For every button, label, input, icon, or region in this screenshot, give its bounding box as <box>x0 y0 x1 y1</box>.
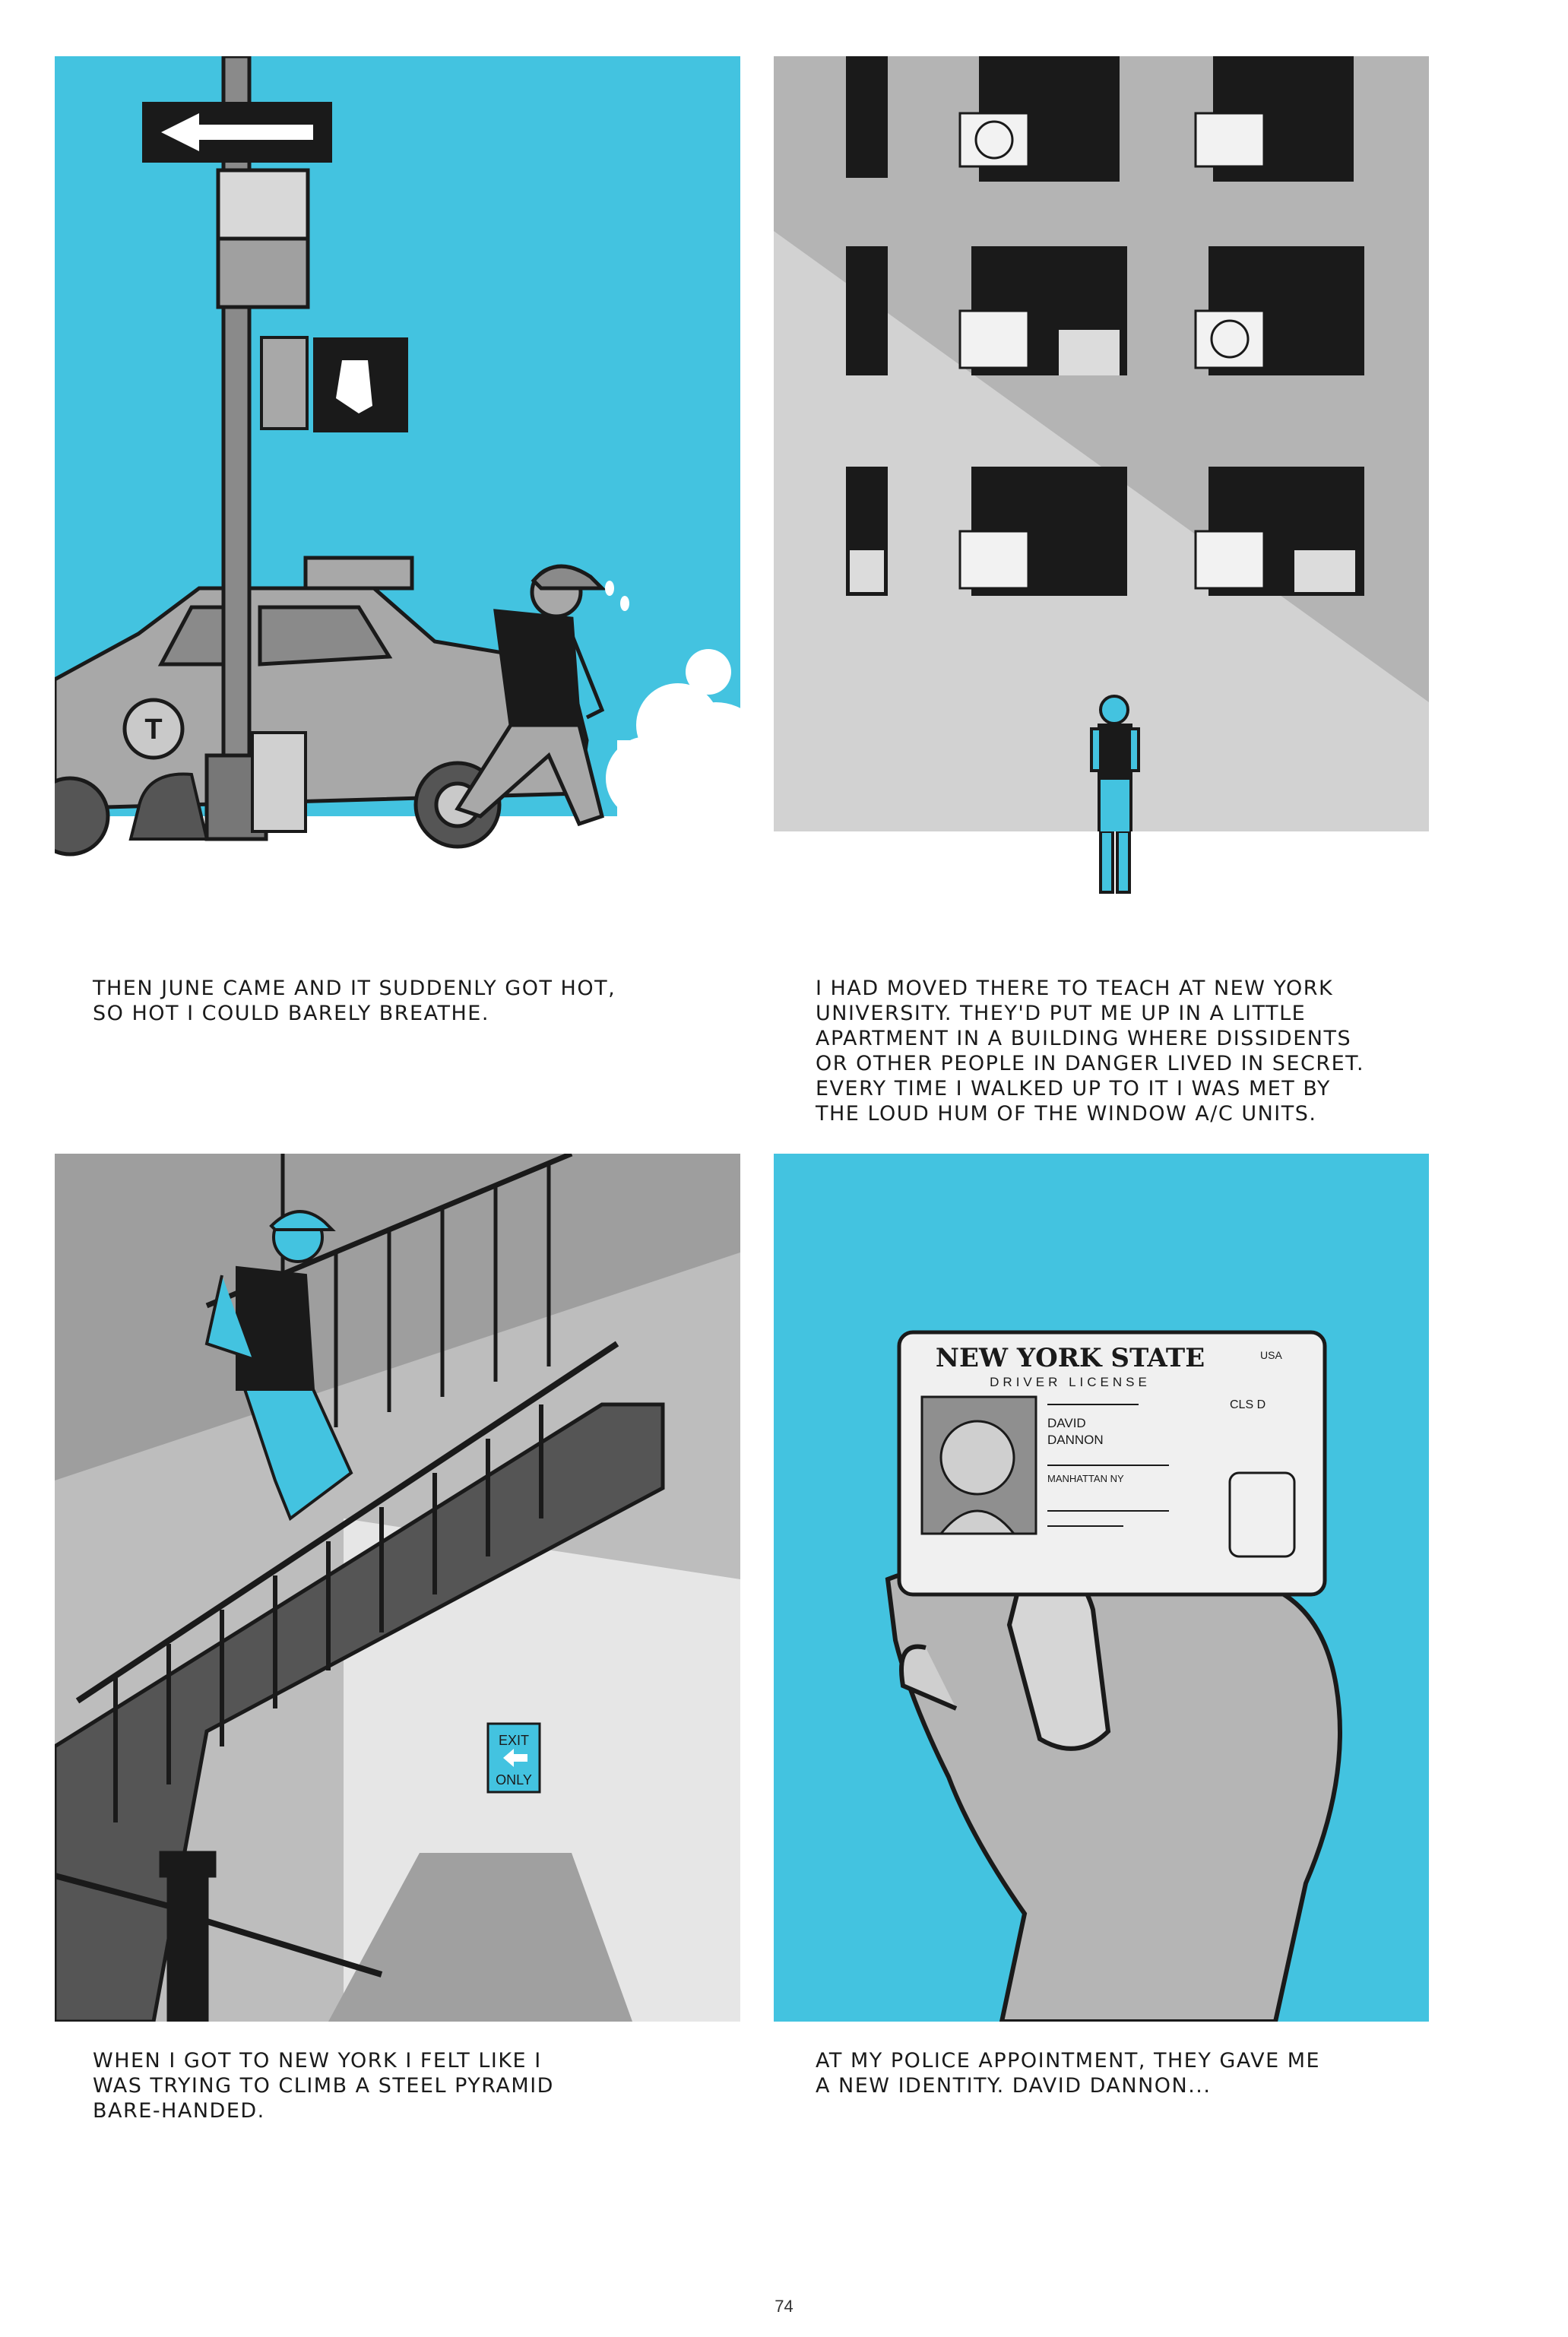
panel-license <box>774 1154 1429 2022</box>
panel-building <box>774 56 1429 831</box>
taxi-logo: T <box>144 714 163 746</box>
caption-line: THEN JUNE CAME AND IT SUDDENLY GOT HOT, <box>93 977 616 1000</box>
caption-line: A NEW IDENTITY. DAVID DANNON... <box>816 2074 1212 2098</box>
caption-line: THE LOUD HUM OF THE WINDOW A/C UNITS. <box>816 1102 1317 1126</box>
license-first-name: DAVID <box>1047 1416 1086 1430</box>
caption-line: AT MY POLICE APPOINTMENT, THEY GAVE ME <box>816 2049 1321 2073</box>
caption-street <box>93 976 616 1026</box>
license-type: DRIVER LICENSE <box>990 1375 1151 1389</box>
caption-building <box>816 976 1364 1126</box>
one-way-sign <box>142 102 332 163</box>
caption-line: WAS TRYING TO CLIMB A STEEL PYRAMID <box>93 2074 554 2098</box>
license-class: CLS D <box>1230 1398 1266 1411</box>
caption-line: WHEN I GOT TO NEW YORK I FELT LIKE I <box>93 2049 542 2073</box>
caption-line: BARE-HANDED. <box>93 2099 265 2123</box>
caption-license <box>816 2048 1320 2098</box>
license-city: MANHATTAN NY <box>1047 1473 1124 1484</box>
panel-stairwell <box>55 1154 740 2022</box>
license-country: USA <box>1260 1349 1282 1361</box>
caption-line: APARTMENT IN A BUILDING WHERE DISSIDENTS <box>816 1027 1352 1050</box>
caption-line: EVERY TIME I WALKED UP TO IT I WAS MET BY <box>816 1077 1331 1100</box>
panel-building-ground <box>774 831 1429 944</box>
exit-sign-line1: EXIT <box>498 1733 530 1748</box>
caption-stairwell <box>93 2048 554 2123</box>
caption-line: UNIVERSITY. THEY'D PUT ME UP IN A LITTLE <box>816 1002 1307 1025</box>
pedestrian-signal <box>261 337 408 432</box>
page-number: 74 <box>774 2297 794 2316</box>
caption-line: OR OTHER PEOPLE IN DANGER LIVED IN SECRET. <box>816 1052 1365 1075</box>
panel-street <box>55 56 740 944</box>
license-state: NEW YORK STATE <box>935 1343 1205 1373</box>
exit-sign-line2: ONLY <box>496 1772 532 1788</box>
caption-line: I HAD MOVED THERE TO TEACH AT NEW YORK <box>816 977 1334 1000</box>
caption-line: SO HOT I COULD BARELY BREATHE. <box>93 1002 489 1025</box>
license-last-name: DANNON <box>1047 1433 1104 1447</box>
